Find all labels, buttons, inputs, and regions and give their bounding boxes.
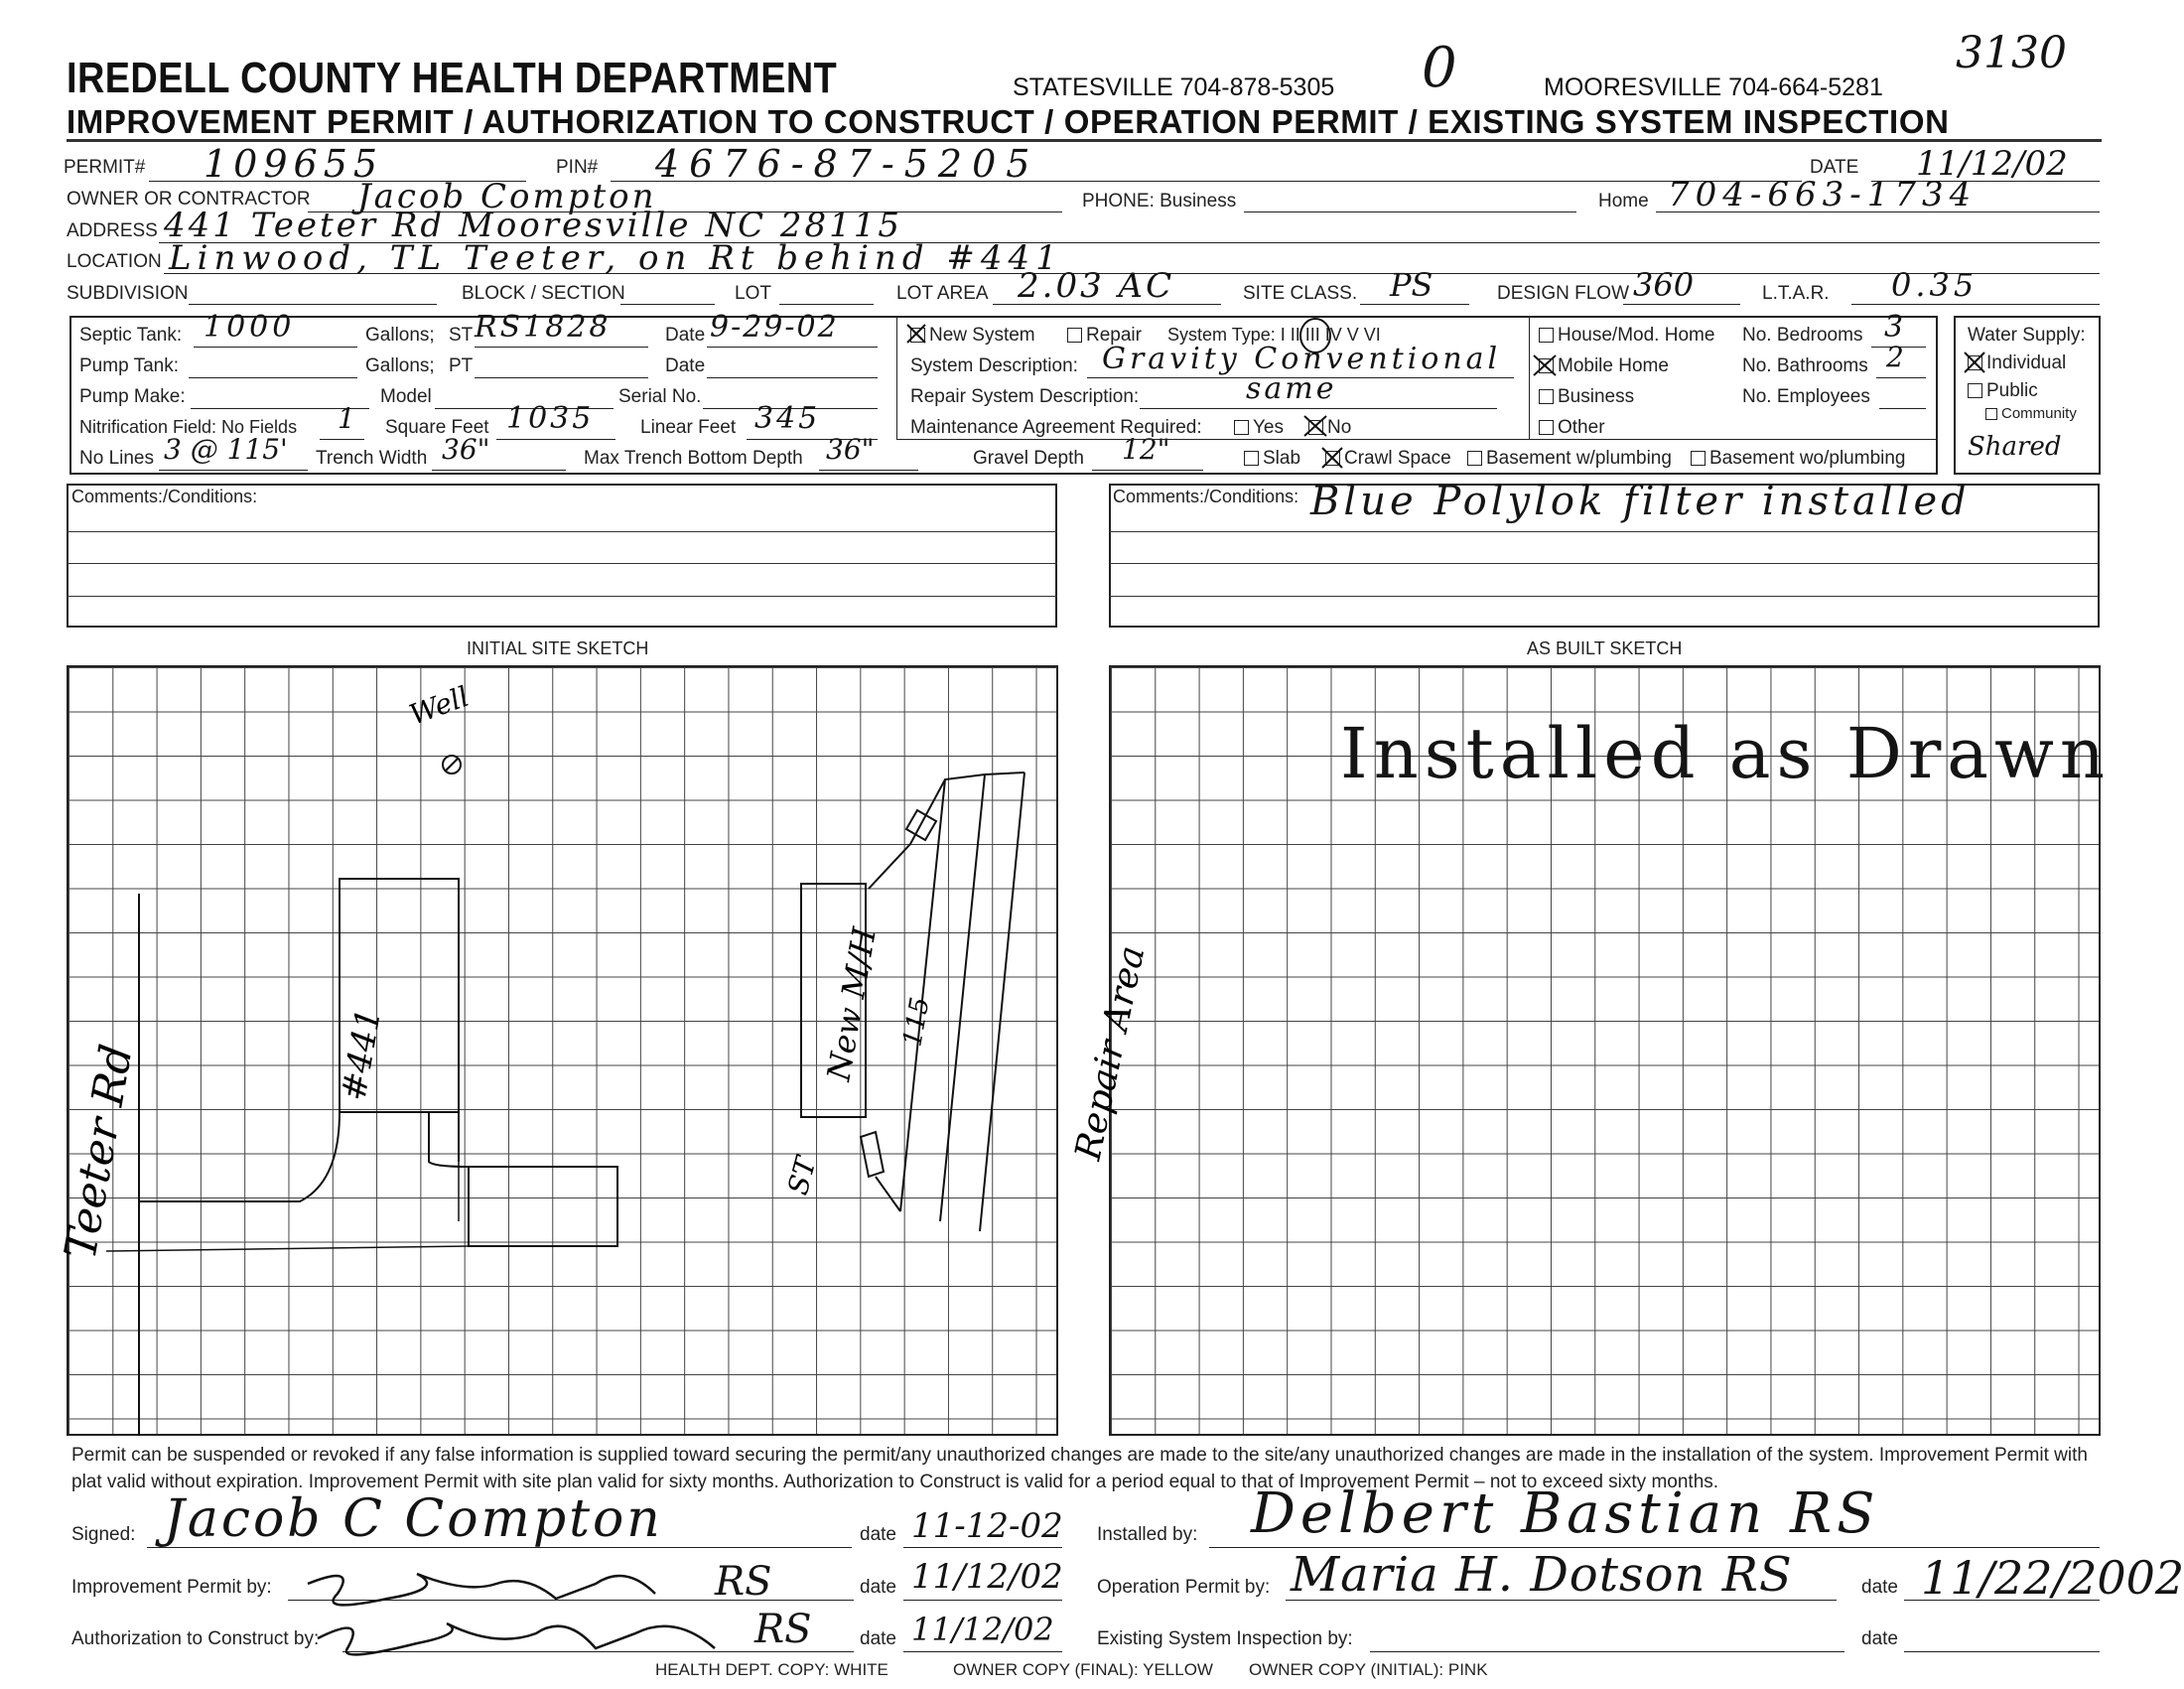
- gravel-depth-label: Gravel Depth: [973, 448, 1084, 469]
- improvement-date-line: [903, 1600, 1062, 1601]
- square-feet-label: Square Feet: [385, 417, 489, 438]
- improvement-permit-label: Improvement Permit by:: [71, 1577, 272, 1598]
- drain-line-2: [940, 774, 985, 1221]
- bathrooms-value: 2: [1886, 341, 1904, 373]
- building-divider: [1529, 316, 1530, 439]
- comments-left-line-3: [67, 596, 1057, 597]
- comments-left-line-2: [67, 563, 1057, 564]
- linear-feet-value: 345: [754, 401, 821, 436]
- house-annex-outline: [469, 1167, 617, 1246]
- existing-inspection-line: [1370, 1651, 1844, 1652]
- crawl-space-checkbox[interactable]: [1325, 448, 1451, 470]
- slab-checkbox[interactable]: [1244, 448, 1300, 470]
- checkmark-x-icon: [1322, 448, 1342, 468]
- checkmark-x-icon: [907, 325, 925, 343]
- water-public-checkbox[interactable]: [1968, 380, 2038, 402]
- permit-value: 109655: [204, 142, 384, 186]
- tank-system-divider: [896, 316, 897, 439]
- home-phone-value: 704-663-1734: [1668, 175, 1978, 214]
- handwritten-zero: 0: [1422, 36, 1457, 100]
- authorization-label: Authorization to Construct by:: [71, 1628, 320, 1649]
- water-public-label: Public: [1986, 380, 2038, 401]
- improvement-signature: [298, 1554, 814, 1673]
- pt-line: [475, 377, 648, 378]
- checkmark-x-icon: [1304, 416, 1326, 436]
- st-line: [475, 347, 648, 348]
- bathrooms-label: No. Bathrooms: [1742, 355, 1868, 376]
- no-lines-label: No Lines: [79, 448, 154, 469]
- driveway: [139, 1112, 340, 1201]
- maintenance-label: Maintenance Agreement Required:: [910, 417, 1202, 438]
- comments-left-line-1: [67, 531, 1057, 532]
- comments-right-value: Blue Polylok filter installed: [1310, 479, 1971, 524]
- date-line-2: [707, 377, 878, 378]
- installed-as-drawn: Installed as Drawn: [1340, 713, 2112, 794]
- basement-wo-label: Basement wo/plumbing: [1709, 448, 1906, 469]
- model-label: Model: [380, 386, 432, 407]
- installed-by-value: Delbert Bastian RS: [1251, 1481, 1880, 1546]
- phone-business-label: PHONE: Business: [1082, 191, 1237, 211]
- mooresville-phone: MOORESVILLE 704-664-5281: [1544, 73, 1883, 101]
- date-line-1: [707, 347, 878, 348]
- comments-right-line-2: [1109, 563, 2100, 564]
- st-value: RS1828: [475, 310, 612, 345]
- water-individual-label: Individual: [1986, 352, 2067, 373]
- bathrooms-line: [1876, 377, 1926, 378]
- line-length-label: 115: [897, 995, 936, 1050]
- other-label: Other: [1558, 417, 1605, 438]
- serial-label: Serial No.: [618, 386, 702, 407]
- repair-description-line: [1140, 408, 1497, 409]
- statesville-phone: STATESVILLE 704-878-5305: [1013, 73, 1335, 101]
- house-checkbox[interactable]: [1539, 325, 1714, 347]
- block-line: [620, 304, 715, 305]
- permit-label: PERMIT#: [64, 157, 146, 178]
- business-label: Business: [1558, 386, 1635, 407]
- slab-label: Slab: [1263, 448, 1301, 469]
- lot-area-value: 2.03 AC: [1018, 266, 1175, 306]
- water-supply-title: Water Supply:: [1968, 325, 2086, 346]
- well-symbol-slash: [446, 759, 458, 771]
- square-feet-value: 1035: [506, 401, 595, 436]
- system-description-label: System Description:: [910, 355, 1078, 376]
- st-label: ST: [449, 325, 474, 346]
- form-subtitle: IMPROVEMENT PERMIT / AUTHORIZATION TO CONSTRUCT / OPERATION PERMIT / EXISTING SYSTEM INSPECTION: [67, 103, 1950, 140]
- pump-tank-label: Pump Tank:: [79, 355, 179, 376]
- initial-sketch-title: INITIAL SITE SKETCH: [467, 638, 649, 658]
- septic-tank-label: Septic Tank:: [79, 325, 183, 346]
- checkmark-x-icon: [1534, 355, 1556, 375]
- water-community-checkbox[interactable]: [1985, 405, 2077, 422]
- copy-white: HEALTH DEPT. COPY: WHITE: [655, 1660, 888, 1679]
- gravel-depth-line: [1092, 470, 1203, 471]
- pump-tank-line: [189, 377, 357, 378]
- new-system-checkbox[interactable]: [910, 325, 1035, 347]
- repair-area-label: Repair Area: [1067, 942, 1154, 1164]
- design-flow-line: [1623, 304, 1740, 305]
- employees-label: No. Employees: [1742, 386, 1870, 407]
- well-label: Well: [405, 679, 474, 732]
- signed-date-value: 11-12-02: [911, 1506, 1063, 1546]
- maintenance-yes-checkbox[interactable]: [1234, 417, 1284, 439]
- lot-label: LOT: [735, 283, 771, 304]
- mobile-home-checkbox[interactable]: [1539, 355, 1669, 377]
- copy-pink: OWNER COPY (INITIAL): PINK: [1249, 1660, 1488, 1679]
- design-flow-value: 360: [1633, 266, 1695, 304]
- bedrooms-label: No. Bedrooms: [1742, 325, 1863, 346]
- tank-to-field-line: [876, 1177, 900, 1211]
- legal-notice: Permit can be suspended or revoked if any false information is supplied toward securing the permit/any unauthorized changes are made to the site/any unauthorized changes are made in the installation of the system. Improvement Permit with plat valid without expiration. Improvement Permit with site plan valid for sixty months. Authorization to Construct is valid for a period equal to that of Improvement Permit – not to exceed sixty months.: [71, 1445, 2088, 1492]
- home-phone-label: Home: [1598, 191, 1649, 211]
- repair-label: Repair: [1086, 325, 1142, 346]
- lot-line: [779, 304, 874, 305]
- installed-by-label: Installed by:: [1097, 1524, 1198, 1545]
- no-lines-value: 3 @ 115': [164, 433, 288, 466]
- house-label: House/Mod. Home: [1558, 325, 1715, 346]
- new-system-label: New System: [929, 325, 1035, 346]
- nitrification-label: Nitrification Field: No Fields: [79, 417, 298, 437]
- comments-right-line-1: [1109, 531, 2100, 532]
- repair-description-label: Repair System Description:: [910, 386, 1140, 407]
- no-lines-line: [159, 470, 308, 471]
- basement-w-checkbox[interactable]: [1467, 448, 1672, 470]
- gallons-label-2: Gallons;: [365, 355, 435, 376]
- business-checkbox[interactable]: [1539, 386, 1634, 408]
- repair-description-value: same: [1246, 371, 1337, 406]
- lot-area-label: LOT AREA: [896, 283, 989, 304]
- authorization-date-line: [903, 1651, 1062, 1652]
- date-value-1: 9-29-02: [710, 310, 839, 345]
- comments-left-label: Comments:/Conditions:: [71, 487, 258, 506]
- maintenance-no-checkbox[interactable]: [1308, 417, 1351, 439]
- authorization-date-label: date: [860, 1628, 896, 1649]
- operation-date-value: 11/22/2002: [1921, 1551, 2184, 1605]
- bedrooms-value: 3: [1884, 310, 1904, 345]
- driveway-lower: [106, 1246, 469, 1251]
- linear-feet-label: Linear Feet: [640, 417, 737, 438]
- existing-inspection-label: Existing System Inspection by:: [1097, 1628, 1353, 1649]
- improvement-date-label: date: [860, 1577, 896, 1598]
- gallons-label-1: Gallons;: [365, 325, 435, 346]
- header-line: [869, 773, 1024, 889]
- water-community-label: Community: [2001, 405, 2077, 422]
- authorization-value: RS: [754, 1607, 812, 1652]
- date-label: DATE: [1810, 157, 1859, 178]
- pt-label: PT: [449, 355, 474, 376]
- pin-label: PIN#: [556, 157, 599, 178]
- road-label: Teeter Rd: [55, 1041, 143, 1263]
- max-trench-line: [819, 470, 918, 471]
- basement-wo-checkbox[interactable]: [1691, 448, 1906, 470]
- basement-w-label: Basement w/plumbing: [1486, 448, 1672, 469]
- septic-tank-value: 1000: [204, 310, 296, 345]
- ltar-value: 0.35: [1891, 266, 1979, 304]
- location-label: LOCATION: [67, 251, 162, 272]
- comments-right-line-3: [1109, 596, 2100, 597]
- date-label-2: Date: [665, 355, 706, 376]
- mobile-home-label: Mobile Home: [1558, 355, 1669, 376]
- block-label: BLOCK / SECTION: [462, 283, 625, 304]
- no-fields-line: [320, 439, 364, 440]
- water-shared-value: Shared: [1968, 432, 2062, 462]
- max-trench-value: 36": [826, 433, 875, 466]
- site-class-label: SITE CLASS.: [1243, 283, 1358, 304]
- pin-value: 4676-87-5205: [655, 142, 1040, 186]
- signed-label: Signed:: [71, 1524, 136, 1545]
- ltar-line: [1851, 304, 2100, 305]
- septic-tank-label: ST: [780, 1153, 823, 1198]
- authorization-date-value: 11/12/02: [911, 1611, 1054, 1648]
- house-label: #441: [334, 1005, 390, 1104]
- maintenance-no-label: No: [1327, 417, 1352, 438]
- square-feet-line: [496, 439, 615, 440]
- date-label-1: Date: [665, 325, 706, 346]
- department-title: IREDELL COUNTY HEALTH DEPARTMENT: [67, 54, 838, 102]
- initial-sketch-drawing: [55, 665, 1154, 1436]
- operation-permit-label: Operation Permit by:: [1097, 1577, 1271, 1598]
- trench-width-line: [432, 470, 566, 471]
- system-type-label: System Type: I II III IV V VI: [1167, 325, 1381, 345]
- bottom-row-divider: [896, 439, 1938, 440]
- max-trench-label: Max Trench Bottom Depth: [584, 448, 803, 469]
- signed-date-label: date: [860, 1524, 896, 1545]
- system-description-value: Gravity Conventional: [1102, 342, 1502, 376]
- operation-date-label: date: [1861, 1577, 1898, 1598]
- pump-make-label: Pump Make:: [79, 386, 186, 407]
- owner-value: Jacob Compton: [357, 177, 657, 216]
- site-class-value: PS: [1390, 266, 1433, 304]
- existing-date-label: date: [1861, 1628, 1898, 1649]
- trench-width-value: 36": [442, 433, 490, 466]
- crawl-space-label: Crawl Space: [1344, 448, 1451, 469]
- checkmark-x-icon: [1965, 352, 1984, 372]
- handwritten-number: 3130: [1956, 28, 2067, 78]
- subdivision-label: SUBDIVISION: [67, 283, 189, 304]
- new-mh-label: New M/H: [819, 924, 884, 1084]
- improvement-permit-value: RS: [715, 1559, 772, 1605]
- owner-label: OWNER OR CONTRACTOR: [67, 189, 311, 210]
- address-label: ADDRESS: [67, 220, 158, 241]
- copy-yellow: OWNER COPY (FINAL): YELLOW: [953, 1660, 1213, 1679]
- subdivision-line: [189, 304, 437, 305]
- ltar-label: L.T.A.R.: [1762, 283, 1830, 304]
- water-individual-checkbox[interactable]: [1968, 352, 2066, 374]
- date-value: 11/12/02: [1916, 144, 2068, 184]
- phone-business-line: [1244, 211, 1576, 212]
- asbuilt-sketch-title: AS BUILT SKETCH: [1527, 638, 1683, 658]
- drain-line-3: [980, 773, 1024, 1231]
- septic-tank-symbol: [861, 1132, 884, 1177]
- location-value: Linwood, TL Teeter, on Rt behind #441: [169, 238, 1063, 278]
- house-connector: [429, 1112, 469, 1167]
- improvement-date-value: 11/12/02: [911, 1557, 1063, 1597]
- trench-width-label: Trench Width: [316, 448, 428, 469]
- employees-line: [1879, 408, 1926, 409]
- gravel-depth-value: 12": [1122, 433, 1170, 466]
- comments-right-label: Comments:/Conditions:: [1113, 487, 1299, 506]
- operation-permit-value: Maria H. Dotson RS: [1291, 1547, 1793, 1603]
- address-value: 441 Teeter Rd Mooresville NC 28115: [164, 206, 903, 245]
- septic-tank-line: [194, 347, 357, 348]
- signed-date-line: [903, 1547, 1062, 1548]
- other-checkbox[interactable]: [1539, 417, 1605, 439]
- site-class-line: [1360, 304, 1469, 305]
- signed-value: Jacob C Compton: [164, 1489, 663, 1549]
- maintenance-yes-label: Yes: [1253, 417, 1284, 438]
- design-flow-label: DESIGN FLOW: [1497, 283, 1630, 304]
- existing-date-line: [1904, 1651, 2100, 1652]
- no-fields-value: 1: [338, 402, 355, 435]
